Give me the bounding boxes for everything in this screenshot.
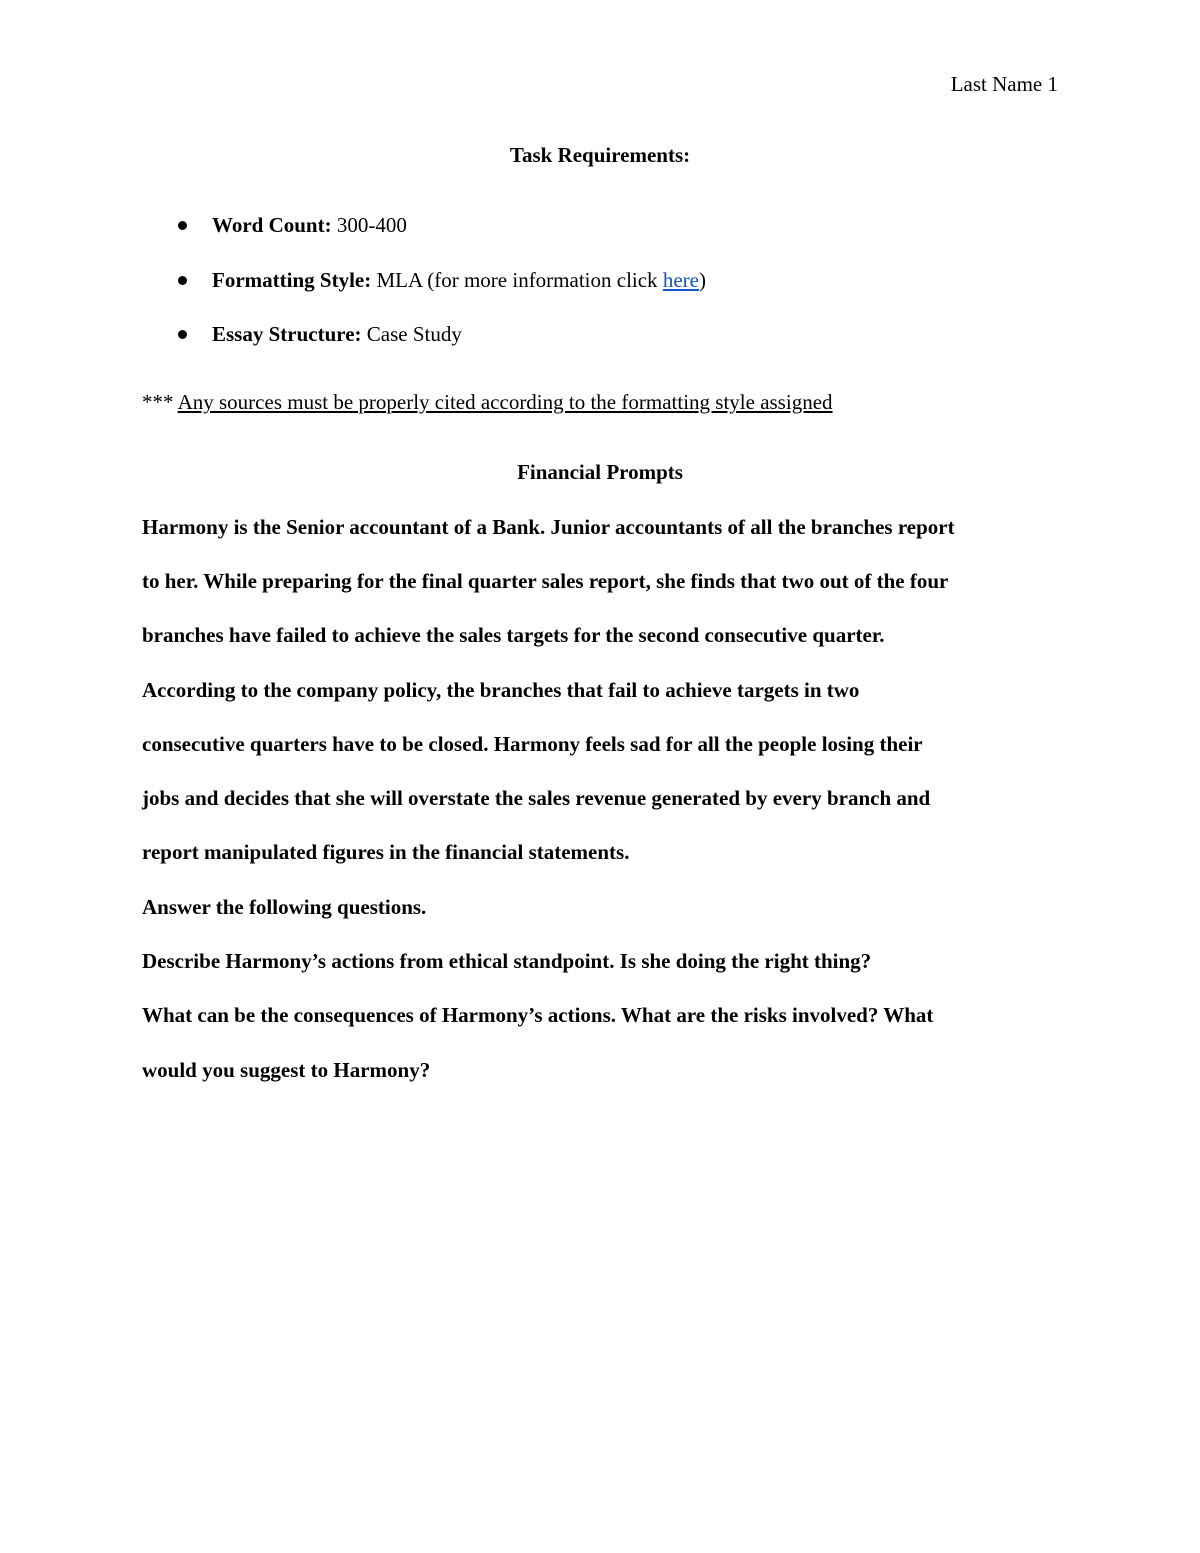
citation-note bbox=[142, 390, 833, 415]
running-head: Last Name 1 bbox=[950, 72, 1058, 96]
prompt-paragraph bbox=[142, 512, 1062, 891]
question-line: would you suggest to Harmony? bbox=[142, 1057, 431, 1082]
bullet-icon bbox=[178, 330, 187, 339]
question-line: Describe Harmony’s actions from ethical standpoint. Is she doing the right thing? bbox=[142, 949, 872, 974]
requirement-label: Word Count: bbox=[212, 213, 332, 237]
paragraph-line: jobs and decides that she will overstate the sales revenue generated by every branch and bbox=[142, 785, 931, 810]
bullet-icon bbox=[178, 276, 187, 285]
paragraph-line: consecutive quarters have to be closed. Harmony feels sad for all the people losing their bbox=[142, 731, 923, 756]
financial-prompts-title: Financial Prompts bbox=[517, 460, 683, 484]
list-item-essay-structure bbox=[178, 319, 706, 374]
task-requirements-title: Task Requirements: bbox=[509, 143, 691, 167]
requirement-value: 300-400 bbox=[331, 213, 407, 237]
bullet-icon bbox=[178, 221, 187, 230]
requirement-value: MLA (for more information click bbox=[371, 267, 663, 292]
list-item-word-count bbox=[178, 210, 706, 265]
requirements-list bbox=[178, 210, 706, 374]
paragraph-line: branches have failed to achieve the sales targets for the second consecutive quarter. bbox=[142, 623, 885, 648]
paragraph-line: report manipulated figures in the financial statements. bbox=[142, 840, 630, 865]
requirement-label: Formatting Style: bbox=[212, 267, 372, 292]
paragraph-line: According to the company policy, the branches that fail to achieve targets in two bbox=[142, 677, 860, 702]
question-line: What can be the consequences of Harmony’s actions. What are the risks involved? What bbox=[142, 1003, 934, 1028]
question-line: Answer the following questions. bbox=[142, 895, 427, 919]
requirement-suffix: ) bbox=[698, 267, 706, 292]
questions-block bbox=[142, 892, 1062, 1109]
requirement-value: Case Study bbox=[361, 322, 462, 346]
paragraph-line: Harmony is the Senior accountant of a Bank. Junior accountants of all the branches report bbox=[142, 515, 955, 539]
paragraph-line: to her. While preparing for the final quarter sales report, she finds that two out of the four bbox=[142, 569, 949, 594]
requirement-label: Essay Structure: bbox=[212, 322, 362, 346]
list-item-formatting-style bbox=[178, 265, 706, 320]
more-info-link[interactable]: here bbox=[662, 267, 699, 292]
note-text: Any sources must be properly cited according to the formatting style assigned bbox=[177, 390, 833, 414]
note-prefix: *** bbox=[142, 390, 178, 414]
